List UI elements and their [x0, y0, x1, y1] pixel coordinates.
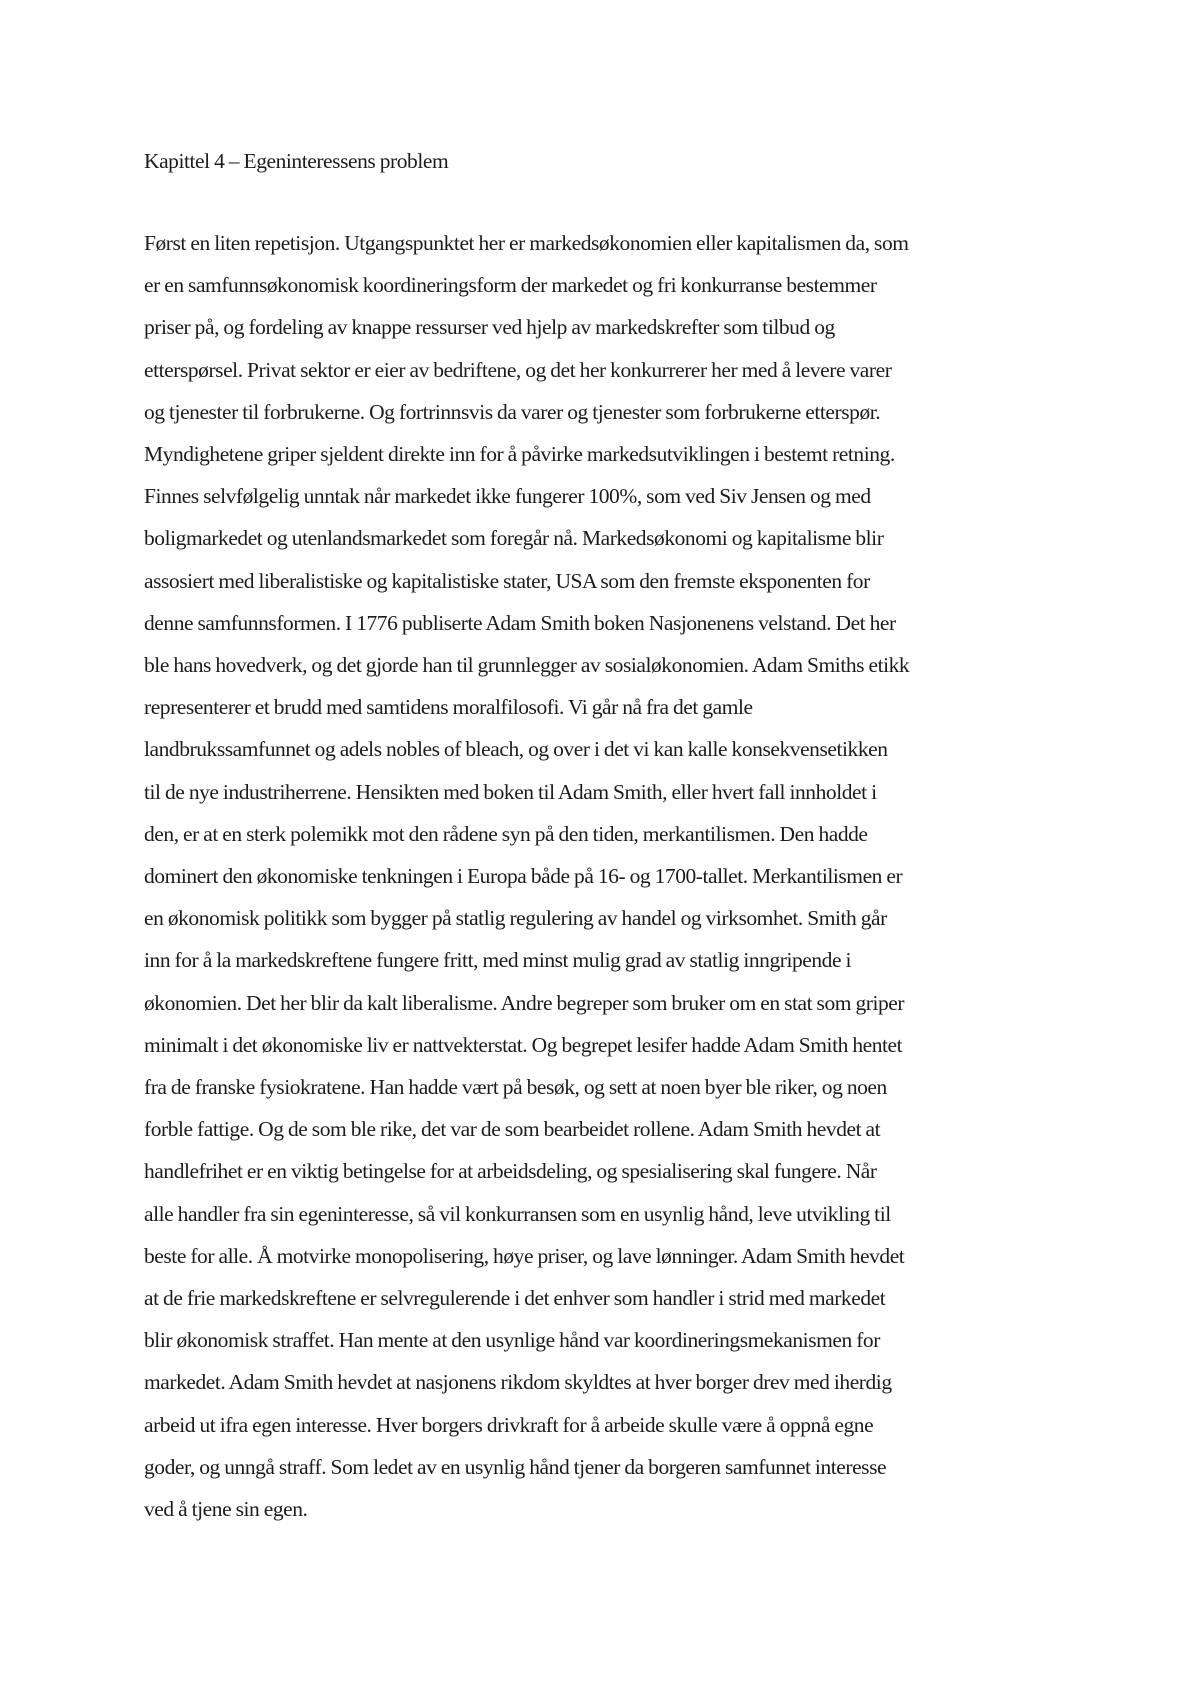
text-line: til de nye industriherrene. Hensikten med boken til Adam Smith, eller hvert fall innholdet i [144, 779, 877, 804]
text-line: handlefrihet er en viktig betingelse for at arbeidsdeling, og spesialisering skal fungere. Når [144, 1159, 877, 1184]
text-line: goder, og unngå straff. Som ledet av en usynlig hånd tjener da borgeren samfunnet interesse [144, 1454, 887, 1479]
text-line: ble hans hovedverk, og det gjorde han til grunnlegger av sosialøkonomien. Adam Smiths etikk [144, 653, 910, 678]
text-line: er en samfunnsøkonomisk koordineringsform der markedet og fri konkurranse bestemmer [144, 273, 877, 298]
text-line: arbeid ut ifra egen interesse. Hver borgers drivkraft for å arbeide skulle være å oppnå egne [144, 1412, 874, 1437]
text-line: priser på, og fordeling av knappe ressurser ved hjelp av markedskrefter som tilbud og [144, 315, 835, 340]
text-line: og tjenester til forbrukerne. Og fortrinnsvis da varer og tjenester som forbrukerne etterspør. [144, 399, 881, 424]
text-line: den, er at en sterk polemikk mot den rådene syn på den tiden, merkantilismen. Den hadde [144, 821, 868, 846]
text-line: Myndighetene griper sjeldent direkte inn for å påvirke markedsutviklingen i bestemt retning. [144, 442, 895, 467]
text-line: alle handler fra sin egeninteresse, så vil konkurransen som en usynlig hånd, leve utvikling til [144, 1201, 891, 1226]
text-line: en økonomisk politikk som bygger på statlig regulering av handel og virksomhet. Smith går [144, 906, 887, 931]
text-line: blir økonomisk straffet. Han mente at den usynlige hånd var koordineringsmekanismen for [144, 1328, 880, 1353]
text-line: beste for alle. Å motvirke monopolisering, høye priser, og lave lønninger. Adam Smith hevdet [144, 1243, 905, 1268]
text-line: Finnes selvfølgelig unntak når markedet ikke fungerer 100%, som ved Siv Jensen og med [144, 484, 871, 509]
text-line: at de frie markedskreftene er selvregulerende i det enhver som handler i strid med markedet [144, 1286, 886, 1311]
text-line: assosiert med liberalistiske og kapitalistiske stater, USA som den fremste eksponenten for [144, 568, 870, 593]
text-line: dominert den økonomiske tenkningen i Europa både på 16- og 1700-tallet. Merkantilismen er [144, 864, 903, 889]
document-body [144, 140, 1064, 1530]
text-line: forble fattige. Og de som ble rike, det var de som bearbeidet rollene. Adam Smith hevdet at [144, 1117, 881, 1142]
text-line: ved å tjene sin egen. [144, 1497, 308, 1522]
chapter-title: Kapittel 4 – Egeninteressens problem [144, 149, 449, 173]
text-line: fra de franske fysiokratene. Han hadde vært på besøk, og sett at noen byer ble riker, og noen [144, 1075, 887, 1100]
text-line: Først en liten repetisjon. Utgangspunktet her er markedsøkonomien eller kapitalismen da, som [144, 231, 909, 255]
text-line: boligmarkedet og utenlandsmarkedet som foregår nå. Markedsøkonomi og kapitalisme blir [144, 526, 884, 551]
text-line: økonomien. Det her blir da kalt liberalisme. Andre begreper som bruker om en stat som griper [144, 990, 905, 1015]
text-line: minimalt i det økonomiske liv er nattvekterstat. Og begrepet lesifer hadde Adam Smith hentet [144, 1032, 903, 1057]
text-line: denne samfunnsformen. I 1776 publiserte Adam Smith boken Nasjonenens velstand. Det her [144, 610, 896, 635]
text-line: etterspørsel. Privat sektor er eier av bedriftene, og det her konkurrerer her med å levere varer [144, 357, 892, 382]
text-line: markedet. Adam Smith hevdet at nasjonens rikdom skyldtes at hver borger drev med iherdig [144, 1370, 892, 1395]
text-line: landbrukssamfunnet og adels nobles of bleach, og over i det vi kan kalle konsekvensetikken [144, 737, 888, 762]
text-line: inn for å la markedskreftene fungere fritt, med minst mulig grad av statlig inngripende i [144, 948, 852, 973]
body-paragraph [144, 222, 1064, 1530]
text-line: representerer et brudd med samtidens moralfilosofi. Vi går nå fra det gamle [144, 695, 753, 720]
